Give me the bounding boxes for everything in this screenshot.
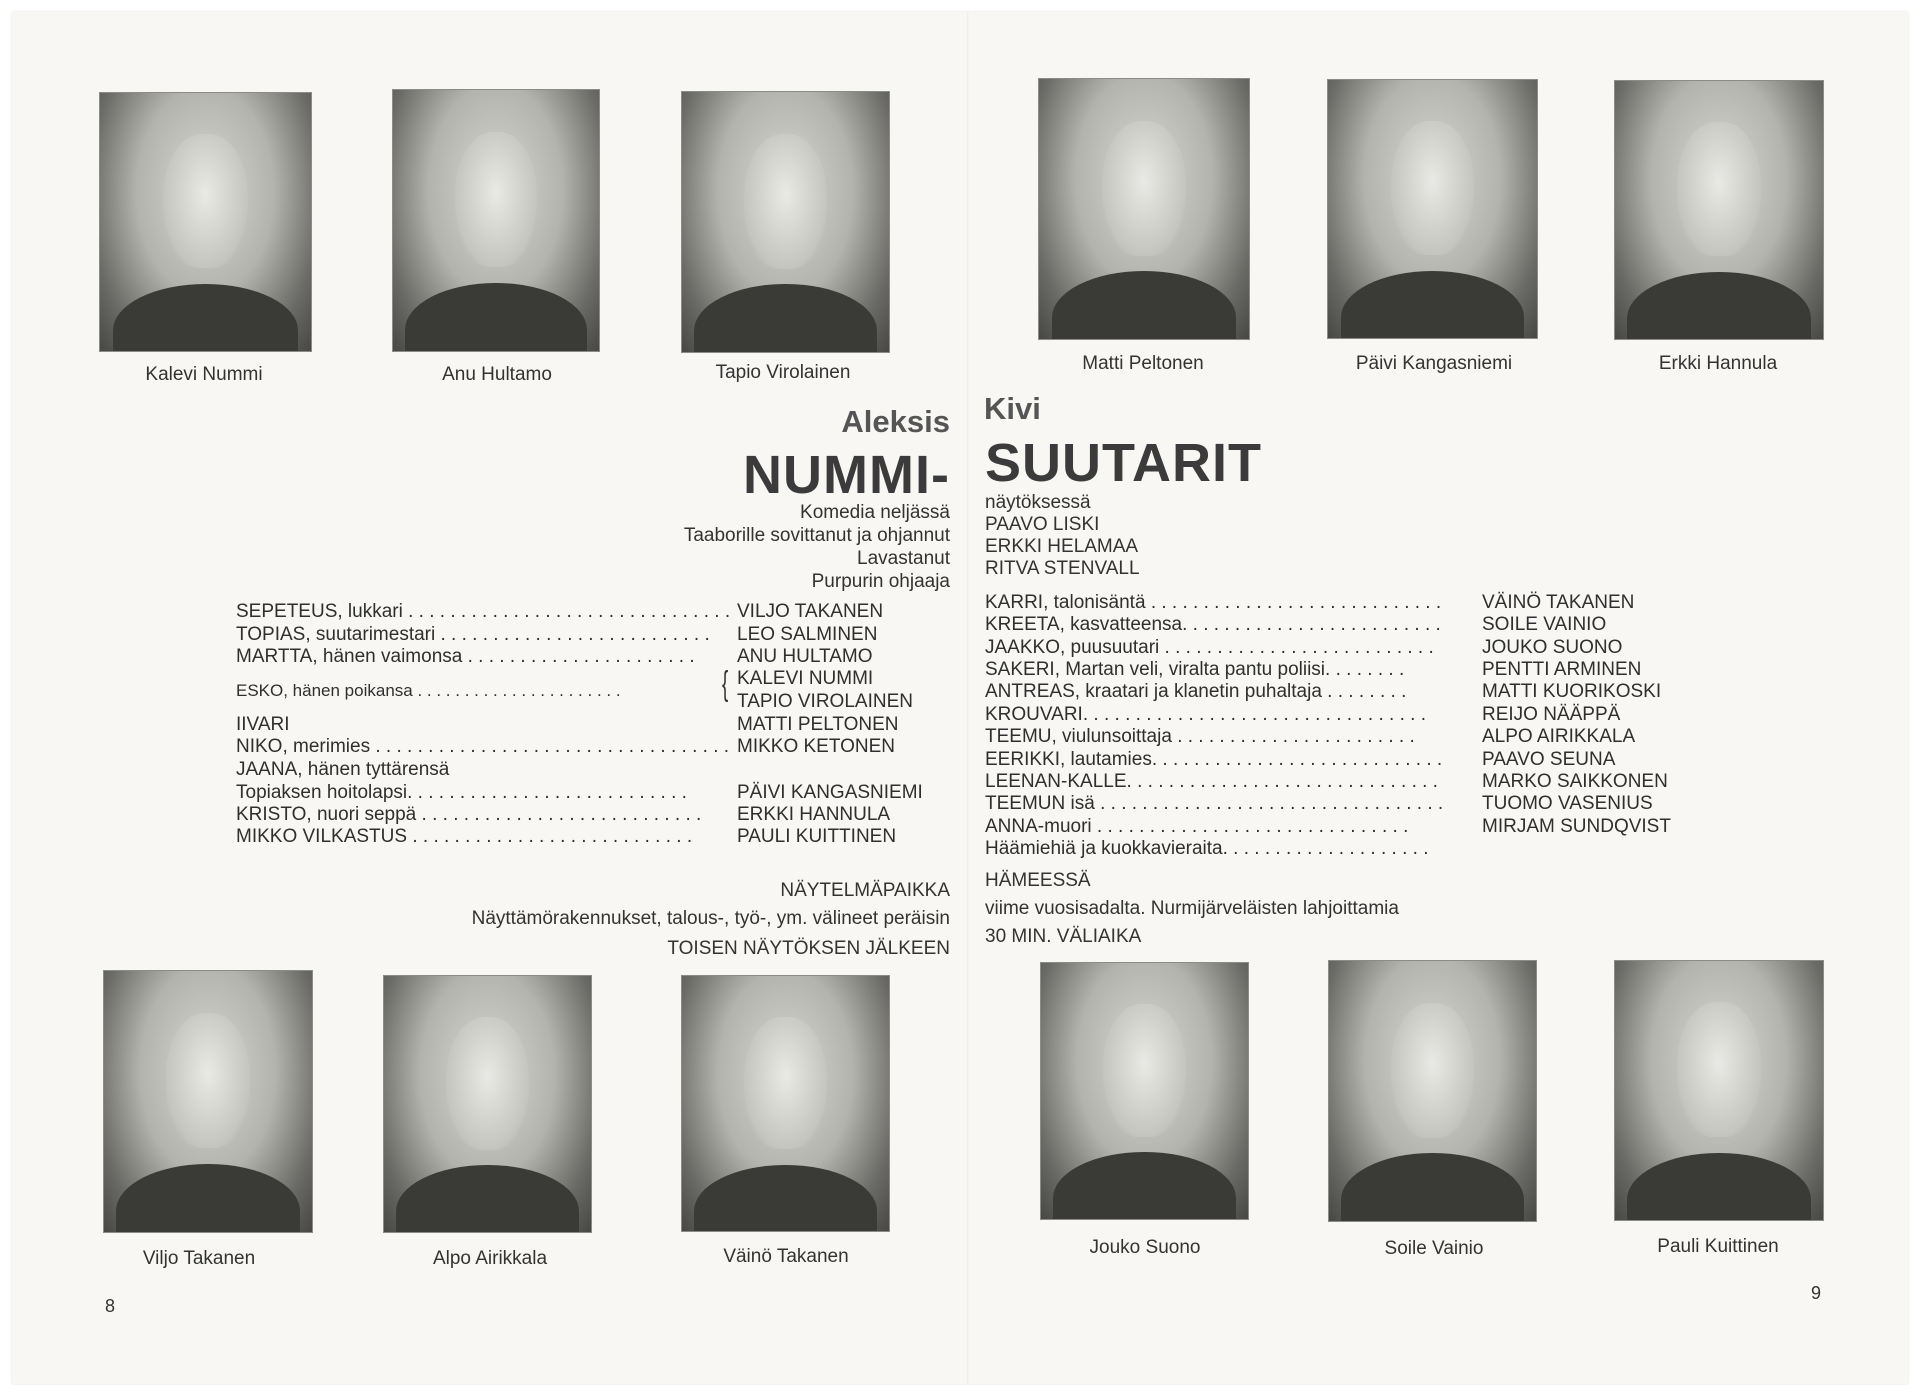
- cast-role: SAKERI, Martan veli, viralta pantu poliisi: [985, 659, 1326, 680]
- cast-actor: MARKO SAIKKONEN: [1482, 771, 1668, 792]
- cast-row: [985, 637, 1434, 659]
- footer-line: Näyttämörakennukset, talous-, työ-, ym. välineet peräisin: [471, 908, 950, 929]
- portrait-photo: [1040, 962, 1249, 1220]
- credit-line: Purpurin ohjaaja: [811, 571, 950, 592]
- portrait-photo: [1614, 80, 1824, 340]
- cast-row: [985, 659, 1404, 681]
- photo-caption: Viljo Takanen: [142, 1248, 256, 1269]
- cast-row: [985, 749, 1442, 771]
- cast-role: JAANA, hänen tyttärensä: [236, 759, 450, 780]
- cast-row: [985, 614, 1441, 636]
- cast-role: Topiaksen hoitolapsi: [236, 782, 408, 803]
- cast-row: [236, 624, 710, 646]
- cast-actor: ANU HULTAMO: [737, 646, 873, 667]
- cast-role: ANNA-muori: [985, 816, 1092, 837]
- cast-role: TOPIAS, suutarimestari: [236, 624, 436, 645]
- portrait-photo: [681, 91, 890, 353]
- cast-row: [236, 680, 621, 702]
- cast-role: LEENAN-KALLE: [985, 771, 1127, 792]
- dot-leader: . . . . . . . . . . . . . . . . . . . . . . . . . . . . . .: [1096, 816, 1409, 837]
- cast-actor: MIRJAM SUNDQVIST: [1482, 816, 1671, 837]
- cast-row: [985, 816, 1408, 838]
- photo-caption: Anu Hultamo: [442, 364, 552, 385]
- dot-leader: . . . . . . . . . . . . . . . . . . . . . . . . . . . . . . .: [408, 601, 731, 622]
- portrait-photo: [681, 975, 890, 1232]
- cast-role: SEPETEUS, lukkari: [236, 601, 403, 622]
- photo-caption: Erkki Hannula: [1658, 353, 1778, 374]
- credit-line: Taaborille sovittanut ja ohjannut: [683, 525, 950, 546]
- cast-actor: PÄIVI KANGASNIEMI: [737, 782, 923, 803]
- cast-role: KRISTO, nuori seppä: [236, 804, 417, 825]
- dot-leader: . . . . . . . . . . . . . . . . . . . . . . . . . . . . . . . . .: [1100, 793, 1444, 814]
- cast-row: [985, 704, 1426, 726]
- cast-row: [236, 646, 695, 668]
- cast-actor: PENTTI ARMINEN: [1482, 659, 1642, 680]
- cast-actor: TUOMO VASENIUS: [1482, 793, 1653, 814]
- title-word-right: SUUTARIT: [985, 433, 1262, 493]
- photo-caption: Päivi Kangasniemi: [1355, 353, 1513, 374]
- title-word-left: NUMMI-: [743, 445, 950, 505]
- dot-leader: . . . . . . . . . . . . . . . . . . . . . . . . . .: [1164, 637, 1434, 658]
- dot-leader: . . . . . . . . . . . . . . . . . . . . . . . . . .: [440, 624, 710, 645]
- photo-caption: Kalevi Nummi: [145, 364, 263, 385]
- cast-row: [236, 736, 729, 758]
- cast-actor: LEO SALMINEN: [737, 624, 878, 645]
- cast-role: KROUVARI: [985, 704, 1083, 725]
- credit-line: RITVA STENVALL: [985, 558, 1140, 579]
- footer-line: HÄMEESSÄ: [985, 870, 1091, 891]
- dot-leader: . . . . . . . .: [1327, 681, 1407, 702]
- cast-role: IIVARI: [236, 714, 290, 735]
- cast-row: [985, 726, 1415, 748]
- credit-line: Komedia neljässä: [800, 502, 950, 523]
- cast-role: JAAKKO, puusuutari: [985, 637, 1160, 658]
- dot-leader: . . . . . . . . . . . . . . . . . . . . . . . . . . .: [421, 804, 702, 825]
- cast-role: Häämiehiä ja kuokkavieraita: [985, 838, 1223, 859]
- photo-caption: Tapio Virolainen: [715, 362, 851, 383]
- cast-actor: SOILE VAINIO: [1482, 614, 1607, 635]
- photo-caption: Alpo Airikkala: [432, 1248, 548, 1269]
- brace: {: [722, 665, 729, 703]
- cast-actor: JOUKO SUONO: [1482, 637, 1623, 658]
- footer-line: TOISEN NÄYTÖKSEN JÄLKEEN: [667, 938, 950, 959]
- cast-role: MIKKO VILKASTUS: [236, 826, 408, 847]
- cast-row: [236, 601, 730, 623]
- cast-role: MARTTA, hänen vaimonsa: [236, 646, 463, 667]
- portrait-photo: [1328, 960, 1537, 1222]
- credit-line: näytöksessä: [985, 492, 1091, 513]
- dot-leader: . . . . . . . . . . . . . . . . . . . . . . . . . . . .: [1151, 749, 1443, 770]
- dot-leader: . . . . . . . . . . . . . . . . . . . . . . . . . . .: [412, 826, 693, 847]
- page-fold: [967, 12, 969, 1384]
- credit-line: Lavastanut: [857, 548, 950, 569]
- cast-row: [236, 804, 701, 826]
- author-first-name: Aleksis: [841, 404, 950, 439]
- cast-actor: PAULI KUITTINEN: [737, 826, 897, 847]
- cast-row: [236, 782, 687, 804]
- cast-actor: TAPIO VIROLAINEN: [737, 691, 913, 712]
- page-number-left: 8: [105, 1296, 116, 1316]
- cast-row: [985, 838, 1429, 860]
- credit-line: ERKKI HELAMAA: [985, 536, 1139, 557]
- cast-actor: REIJO NÄÄPPÄ: [1482, 704, 1621, 725]
- cast-role: ESKO, hänen poikansa: [236, 681, 413, 700]
- dot-leader: . . . . . . . . . . . . . . . . . . . . . . . . .: [1182, 614, 1441, 635]
- portrait-photo: [1614, 960, 1824, 1221]
- dot-leader: . . . . . . . . . . . . . . . . . . . . . .: [417, 681, 621, 700]
- cast-row: [236, 826, 692, 848]
- footer-line: 30 MIN. VÄLIAIKA: [985, 926, 1142, 947]
- cast-actor: PAAVO SEUNA: [1482, 749, 1616, 770]
- cast-role: ANTREAS, kraatari ja klanetin puhaltaja: [985, 681, 1322, 702]
- portrait-photo: [392, 89, 600, 352]
- cast-role: NIKO, merimies: [236, 736, 371, 757]
- cast-role: KREETA, kasvatteensa: [985, 614, 1183, 635]
- cast-actor: MATTI PELTONEN: [737, 714, 899, 735]
- cast-row: [985, 681, 1406, 703]
- cast-actor: MIKKO KETONEN: [737, 736, 896, 757]
- cast-row: [985, 771, 1438, 793]
- photo-caption: Pauli Kuittinen: [1657, 1236, 1779, 1257]
- cast-role: TEEMU, viulunsoittaja: [985, 726, 1172, 747]
- dot-leader: . . . . . . . . . . . . . . . . . . . . . . . . . . . . . .: [1126, 771, 1438, 792]
- dot-leader: . . . . . . . . . . . . . . . . . . . . . .: [467, 646, 695, 667]
- cast-actor: VÄINÖ TAKANEN: [1482, 592, 1635, 613]
- cast-row: [985, 592, 1441, 614]
- author-last-name: Kivi: [984, 391, 1041, 426]
- dot-leader: . . . . . . . . . . . . . . . . . . . . . . . . . . .: [407, 782, 687, 803]
- photo-caption: Soile Vainio: [1384, 1238, 1484, 1259]
- portrait-photo: [1038, 78, 1250, 340]
- cast-actor: ALPO AIRIKKALA: [1482, 726, 1636, 747]
- dot-leader: . . . . . . . . . . . . . . . . . . . . . . . . . . . . . . . . . .: [375, 736, 730, 757]
- dot-leader: . . . . . . . . . . . . . . . . . . . . . . . . . . . .: [1150, 592, 1442, 613]
- footer-line: viime vuosisadalta. Nurmijärveläisten lahjoittamia: [985, 898, 1399, 919]
- cast-actor: ERKKI HANNULA: [737, 804, 891, 825]
- footer-line: NÄYTELMÄPAIKKA: [780, 880, 950, 901]
- cast-role: KARRI, talonisäntä: [985, 592, 1146, 613]
- portrait-photo: [1327, 79, 1538, 339]
- cast-actor: MATTI KUORIKOSKI: [1482, 681, 1662, 702]
- portrait-photo: [103, 970, 313, 1233]
- dot-leader: . . . . . . . . . . . . . . . . . . . .: [1222, 838, 1429, 859]
- photo-caption: Väinö Takanen: [723, 1246, 849, 1267]
- dot-leader: . . . . . . . . . . . . . . . . . . . . . . . . . . . . . . . . .: [1082, 704, 1426, 725]
- photo-caption: Jouko Suono: [1089, 1237, 1201, 1258]
- cast-role: EERIKKI, lautamies: [985, 749, 1152, 770]
- dot-leader: . . . . . . . . . . . . . . . . . . . . . . .: [1177, 726, 1415, 747]
- cast-role: TEEMUN isä: [985, 793, 1095, 814]
- portrait-photo: [383, 975, 592, 1233]
- page-number-right: 9: [1811, 1283, 1822, 1303]
- dot-leader: . . . . . . . .: [1325, 659, 1405, 680]
- cast-actor: KALEVI NUMMI: [737, 668, 874, 689]
- cast-actor: VILJO TAKANEN: [737, 601, 884, 622]
- portrait-photo: [99, 92, 312, 352]
- credit-line: PAAVO LISKI: [985, 514, 1100, 535]
- cast-row: [985, 793, 1443, 815]
- photo-caption: Matti Peltonen: [1082, 353, 1204, 374]
